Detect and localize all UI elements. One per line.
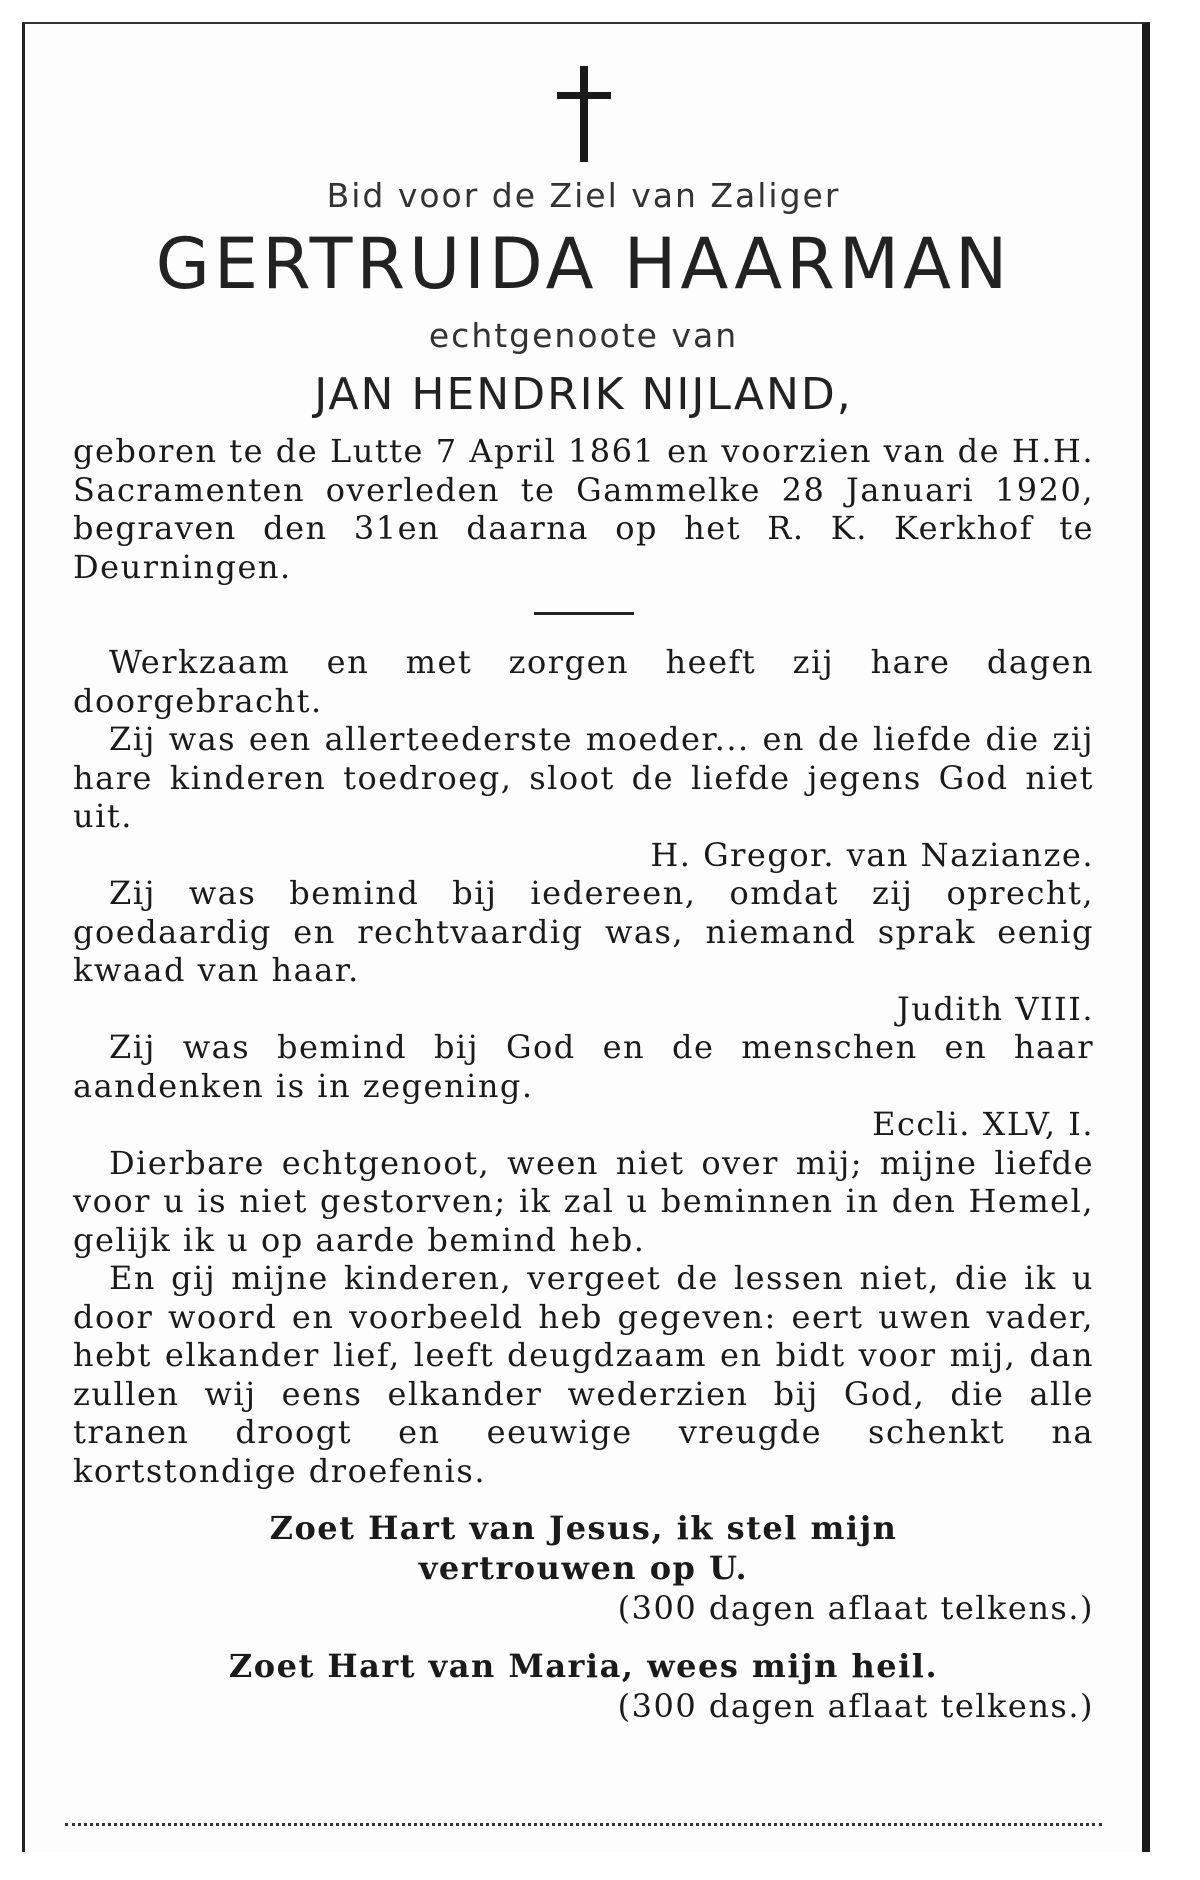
passage-6: En gij mijne kinderen, vergeet de lessen niet, die ik u door woord en voorbeeld heb gegeven: eert uwen vader, hebt elkander lief, leeft deugdzaam en bidt voor mij, dan zullen wij eens elkander wederzien bij God, die alle tranen droogt en eeuwige vreugde schenkt na kortstondige droefenis. (73, 1259, 1094, 1490)
intro-line: Bid voor de Ziel van Zaliger (326, 176, 841, 215)
passage-3: Zij was bemind bij iedereen, omdat zij oprecht, goedaardig en rechtvaardig was, niemand sprak eenig kwaad van haar. (73, 874, 1094, 989)
memorial-card (22, 22, 1150, 1852)
card-content (73, 64, 1094, 1726)
passage-5: Dierbare echtgenoot, ween niet over mij; mijne liefde voor u is niet gestorven; ik zal u beminnen in den Hemel, gelijk ik u op aarde bemind heb. (73, 1143, 1094, 1259)
passage-4-source: Eccli. XLV, I. (872, 1105, 1094, 1143)
prayer-1 (73, 1508, 1094, 1628)
passage-1: Werkzaam en met zorgen heeft zij hare dagen doorgebracht. (73, 643, 1094, 720)
prayer-1-indulgence: (300 dagen aflaat telkens.) (617, 1589, 1094, 1627)
bottom-dotted-rule (65, 1823, 1102, 1826)
deceased-name: GERTRUIDA HAARMAN (155, 223, 1012, 305)
birth-death-text: geboren te de Lutte 7 April 1861 en voorzien van de H.H. Sacramenten overleden te Gammelke 28 Januari 1920, begraven den 31en daarna op het R. K. Kerkhof te Deurningen. (73, 432, 1094, 586)
prayer-1-line-2: vertrouwen op U. (418, 1549, 749, 1587)
passage-3-source: Judith VIII. (897, 989, 1094, 1028)
cross-icon (549, 64, 619, 164)
divider (534, 612, 634, 615)
spouse-prefix: echtgenoote van (428, 316, 739, 355)
passage-2-source: H. Gregor. van Nazianze. (650, 835, 1094, 874)
passage-2: Zij was een allerteederste moeder... en de liefde die zij hare kinderen toedroeg, sloot de liefde jegens God niet uit. (73, 720, 1094, 835)
prayer-1-line-1: Zoet Hart van Jesus, ik stel mijn (269, 1509, 898, 1547)
prayer-2-line-1: Zoet Hart van Maria, wees mijn heil. (228, 1647, 939, 1685)
spouse-name: JAN HENDRIK NIJLAND, (314, 369, 853, 420)
passage-4: Zij was bemind bij God en de menschen en haar aandenken is in zegening. (73, 1028, 1094, 1105)
prayer-2 (73, 1646, 1094, 1726)
prayer-2-indulgence: (300 dagen aflaat telkens.) (617, 1687, 1094, 1725)
